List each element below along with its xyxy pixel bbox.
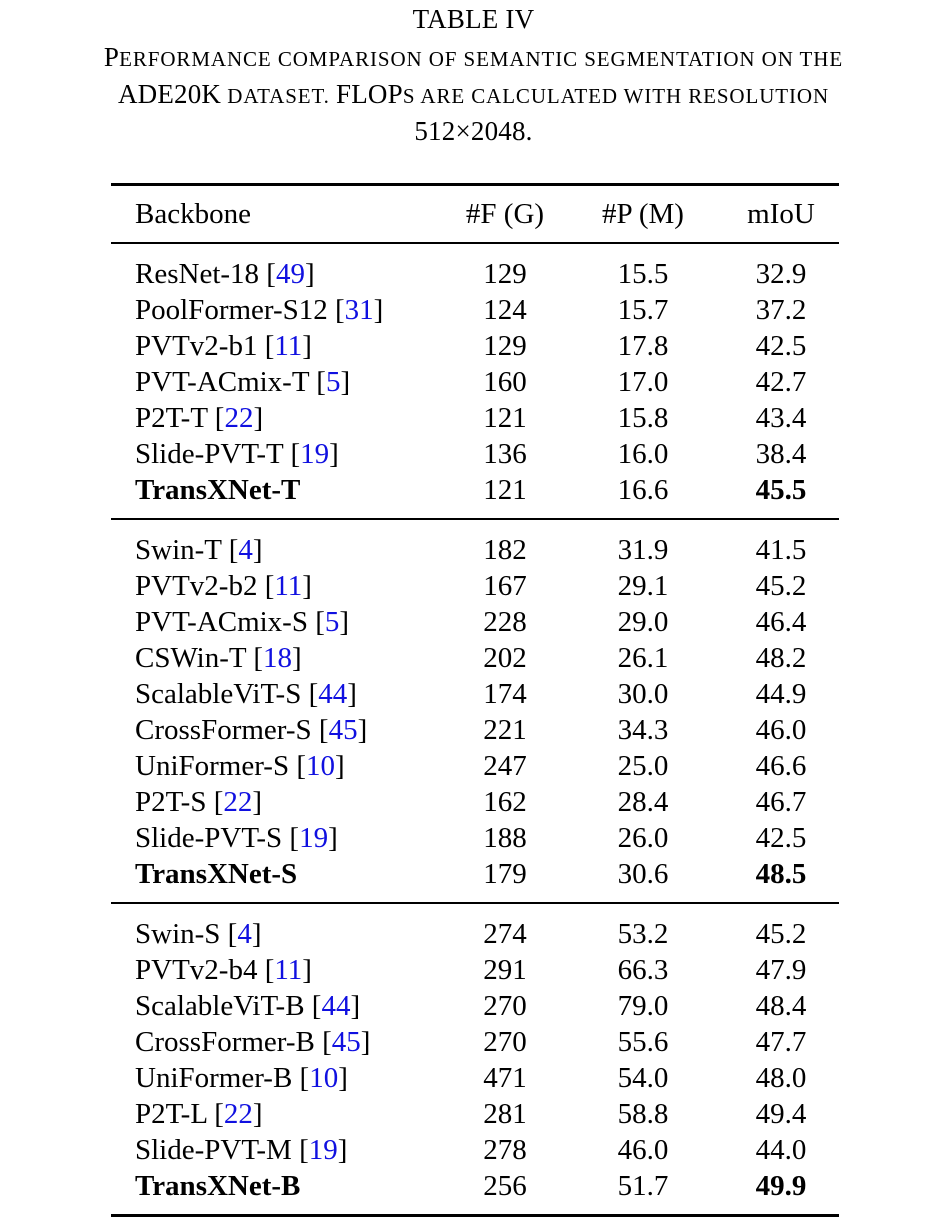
backbone-name: Slide-PVT-S [ [135, 822, 300, 854]
flops-cell: 179 [483, 858, 527, 890]
table-row [111, 784, 839, 820]
backbone-name: TransXNet-S [135, 858, 298, 890]
citation-bracket: ] [329, 438, 339, 470]
miou-cell: 45.2 [755, 570, 807, 602]
backbone-name: Slide-PVT-M [ [135, 1134, 309, 1166]
caption-smallcaps-text: S ARE CALCULATED WITH RESOLUTION [402, 84, 830, 108]
table-row [111, 1024, 839, 1060]
miou-cell: 45.5 [755, 474, 807, 506]
citation-link[interactable]: 10 [305, 750, 335, 782]
params-cell: 58.8 [617, 1098, 669, 1130]
caption-smallcaps-text: DATASET. [221, 84, 336, 108]
citation-bracket: ] [350, 990, 361, 1022]
backbone-cell [111, 328, 447, 364]
citation-bracket: ] [360, 1026, 371, 1058]
citation-bracket: ] [334, 750, 345, 782]
table-row [111, 1132, 839, 1168]
params-cell: 53.2 [617, 918, 669, 950]
table-row [111, 640, 839, 676]
caption-dataset-name: ADE20K [117, 79, 222, 109]
backbone-cell [111, 532, 447, 568]
citation-bracket: ] [302, 330, 312, 362]
citation-link[interactable]: 31 [344, 294, 374, 326]
miou-cell: 41.5 [755, 534, 807, 566]
params-cell: 25.0 [617, 750, 669, 782]
backbone-name: P2T-T [ [135, 402, 225, 434]
citation-link[interactable]: 45 [328, 714, 358, 746]
flops-cell: 121 [483, 402, 527, 434]
citation-bracket: ] [338, 1062, 348, 1094]
table-row [111, 472, 839, 508]
flops-cell: 121 [483, 474, 527, 506]
backbone-name: P2T-S [ [135, 786, 224, 818]
table-row [111, 292, 839, 328]
flops-cell: 202 [483, 642, 527, 674]
backbone-cell [111, 1168, 447, 1204]
caption-line-2 [0, 42, 947, 74]
backbone-cell [111, 856, 447, 892]
backbone-name: ScalableViT-B [ [135, 990, 322, 1022]
table-row [111, 256, 839, 292]
backbone-name: CrossFormer-B [ [135, 1026, 332, 1058]
citation-link[interactable]: 11 [274, 954, 303, 986]
backbone-cell [111, 1132, 447, 1168]
miou-cell: 45.2 [755, 918, 807, 950]
backbone-name: ResNet-18 [ [135, 258, 276, 290]
flops-cell: 129 [483, 258, 527, 290]
table-row [111, 916, 839, 952]
miou-cell: 49.4 [755, 1098, 807, 1130]
params-cell: 31.9 [617, 534, 669, 566]
params-cell: 46.0 [617, 1134, 669, 1166]
params-cell: 29.1 [617, 570, 669, 602]
backbone-cell [111, 1024, 447, 1060]
miou-cell: 46.4 [755, 606, 807, 638]
table-label-text: TABLE IV [412, 4, 535, 34]
caption-resolution: 512×2048. [414, 116, 533, 146]
group-spacer [111, 904, 839, 916]
miou-cell: 47.7 [755, 1026, 807, 1058]
citation-bracket: ] [340, 366, 351, 398]
table-row [111, 1168, 839, 1204]
flops-cell: 124 [483, 294, 527, 326]
results-table-grid [111, 186, 839, 242]
table-row [111, 856, 839, 892]
flops-cell: 228 [483, 606, 527, 638]
citation-link[interactable]: 22 [223, 1098, 253, 1130]
table-row [111, 712, 839, 748]
miou-cell: 46.0 [755, 714, 807, 746]
backbone-name: UniFormer-B [ [135, 1062, 310, 1094]
citation-link[interactable]: 19 [299, 822, 329, 854]
miou-cell: 49.9 [755, 1170, 807, 1202]
citation-bracket: ] [292, 642, 302, 674]
backbone-name: P2T-L [ [135, 1098, 224, 1130]
miou-cell: 46.6 [755, 750, 807, 782]
flops-cell: 471 [483, 1062, 527, 1094]
miou-cell: 43.4 [755, 402, 807, 434]
miou-cell: 37.2 [755, 294, 807, 326]
backbone-name: CrossFormer-S [ [135, 714, 329, 746]
backbone-name: PVT-ACmix-T [ [135, 366, 326, 398]
flops-cell: 270 [483, 990, 527, 1022]
flops-cell: 270 [483, 1026, 527, 1058]
backbone-cell [111, 712, 447, 748]
citation-link[interactable]: 10 [309, 1062, 339, 1094]
citation-bracket: ] [252, 1098, 263, 1130]
params-cell: 16.6 [617, 474, 669, 506]
citation-bracket: ] [302, 570, 312, 602]
backbone-cell [111, 988, 447, 1024]
group-tiny [111, 244, 839, 518]
backbone-name: PVTv2-b4 [ [135, 954, 275, 986]
group-small [111, 520, 839, 902]
table-row [111, 532, 839, 568]
backbone-name: PVTv2-b2 [ [135, 570, 275, 602]
flops-cell: 160 [483, 366, 527, 398]
miou-cell: 48.5 [755, 858, 807, 890]
table-row [111, 364, 839, 400]
miou-cell: 42.5 [755, 330, 807, 362]
params-cell: 30.6 [617, 858, 669, 890]
backbone-name: UniFormer-S [ [135, 750, 306, 782]
backbone-cell [111, 820, 447, 856]
citation-bracket: ] [373, 294, 384, 326]
backbone-name: CSWin-T [ [135, 642, 263, 674]
citation-bracket: ] [328, 822, 338, 854]
citation-link[interactable]: 22 [223, 786, 253, 818]
citation-link[interactable]: 4 [238, 534, 253, 566]
citation-link[interactable]: 19 [300, 438, 330, 470]
backbone-cell [111, 256, 447, 292]
params-cell: 28.4 [617, 786, 669, 818]
citation-bracket: ] [339, 606, 350, 638]
citation-bracket: ] [337, 1134, 348, 1166]
backbone-name: TransXNet-T [135, 474, 301, 506]
table-row [111, 1096, 839, 1132]
citation-bracket: ] [252, 534, 263, 566]
table-row [111, 748, 839, 784]
table-row [111, 568, 839, 604]
caption-cap-letter: P [103, 42, 120, 72]
citation-bracket: ] [357, 714, 368, 746]
backbone-cell [111, 604, 447, 640]
miou-cell: 47.9 [755, 954, 807, 986]
table-row [111, 952, 839, 988]
caption-line-4 [0, 116, 947, 146]
group-spacer [111, 1204, 839, 1214]
flops-cell: 256 [483, 1170, 527, 1202]
backbone-cell [111, 1060, 447, 1096]
citation-link[interactable]: 44 [318, 678, 348, 710]
header-flops: #F (G) [465, 198, 545, 230]
params-cell: 30.0 [617, 678, 669, 710]
group-spacer [111, 244, 839, 256]
backbone-cell [111, 748, 447, 784]
backbone-name: PoolFormer-S12 [ [135, 294, 345, 326]
citation-link[interactable]: 11 [274, 570, 303, 602]
citation-link[interactable]: 5 [325, 366, 341, 398]
group-spacer [111, 520, 839, 532]
citation-link[interactable]: 45 [331, 1026, 361, 1058]
miou-cell: 46.7 [755, 786, 807, 818]
flops-cell: 247 [483, 750, 527, 782]
header-miou: mIoU [747, 198, 815, 230]
params-cell: 26.1 [617, 642, 669, 674]
miou-cell: 32.9 [755, 258, 807, 290]
citation-link[interactable]: 5 [324, 606, 340, 638]
backbone-cell [111, 472, 447, 508]
flops-cell: 278 [483, 1134, 527, 1166]
miou-cell: 42.7 [755, 366, 807, 398]
backbone-name: Swin-T [ [135, 534, 239, 566]
backbone-name: TransXNet-B [135, 1170, 301, 1202]
group-base [111, 904, 839, 1214]
flops-cell: 188 [483, 822, 527, 854]
miou-cell: 44.0 [755, 1134, 807, 1166]
table-row [111, 436, 839, 472]
header-params: #P (M) [602, 198, 684, 230]
table-row [111, 820, 839, 856]
flops-cell: 274 [483, 918, 527, 950]
citation-link[interactable]: 11 [274, 330, 303, 362]
miou-cell: 38.4 [755, 438, 807, 470]
params-cell: 17.0 [617, 366, 669, 398]
citation-link[interactable]: 44 [321, 990, 351, 1022]
params-cell: 16.0 [617, 438, 669, 470]
miou-cell: 48.0 [755, 1062, 807, 1094]
flops-cell: 174 [483, 678, 527, 710]
table-row [111, 400, 839, 436]
backbone-cell [111, 292, 447, 328]
flops-cell: 136 [483, 438, 527, 470]
params-cell: 15.5 [617, 258, 669, 290]
table-row [111, 988, 839, 1024]
params-cell: 17.8 [617, 330, 669, 362]
params-cell: 66.3 [617, 954, 669, 986]
params-cell: 51.7 [617, 1170, 669, 1202]
miou-cell: 48.2 [755, 642, 807, 674]
citation-link[interactable]: 19 [308, 1134, 338, 1166]
flops-cell: 129 [483, 330, 527, 362]
citation-link[interactable]: 22 [224, 402, 254, 434]
caption-line-3 [0, 79, 947, 111]
flops-cell: 162 [483, 786, 527, 818]
params-cell: 29.0 [617, 606, 669, 638]
miou-cell: 48.4 [755, 990, 807, 1022]
backbone-cell [111, 640, 447, 676]
citation-bracket: ] [302, 954, 312, 986]
params-cell: 15.7 [617, 294, 669, 326]
results-table [111, 183, 839, 1217]
citation-bracket: ] [251, 918, 262, 950]
caption-flops-word: FLOP [335, 79, 403, 109]
flops-cell: 291 [483, 954, 527, 986]
citation-link[interactable]: 4 [237, 918, 252, 950]
params-cell: 15.8 [617, 402, 669, 434]
backbone-cell [111, 1096, 447, 1132]
caption-smallcaps-text: ERFORMANCE COMPARISON OF SEMANTIC SEGMENTATION ON THE [119, 47, 844, 71]
backbone-cell [111, 364, 447, 400]
table-row [111, 676, 839, 712]
table-row [111, 1060, 839, 1096]
params-cell: 26.0 [617, 822, 669, 854]
flops-cell: 281 [483, 1098, 527, 1130]
citation-bracket: ] [347, 678, 357, 710]
header-row [111, 186, 839, 242]
group-spacer [111, 508, 839, 518]
header-backbone: Backbone [135, 198, 251, 230]
table-label [0, 4, 947, 34]
backbone-cell [111, 676, 447, 712]
backbone-cell [111, 568, 447, 604]
backbone-cell [111, 916, 447, 952]
table-row [111, 328, 839, 364]
params-cell: 34.3 [617, 714, 669, 746]
backbone-name: Swin-S [ [135, 918, 238, 950]
citation-link[interactable]: 18 [263, 642, 292, 674]
params-cell: 55.6 [617, 1026, 669, 1058]
table-row [111, 604, 839, 640]
flops-cell: 221 [483, 714, 527, 746]
backbone-cell [111, 784, 447, 820]
backbone-cell [111, 952, 447, 988]
citation-link[interactable]: 49 [275, 258, 305, 290]
flops-cell: 167 [483, 570, 527, 602]
flops-cell: 182 [483, 534, 527, 566]
miou-cell: 44.9 [755, 678, 807, 710]
citation-bracket: ] [253, 402, 264, 434]
backbone-name: ScalableViT-S [ [135, 678, 319, 710]
backbone-cell [111, 436, 447, 472]
citation-bracket: ] [304, 258, 315, 290]
params-cell: 54.0 [617, 1062, 669, 1094]
backbone-name: PVT-ACmix-S [ [135, 606, 325, 638]
backbone-name: PVTv2-b1 [ [135, 330, 275, 362]
params-cell: 79.0 [617, 990, 669, 1022]
citation-bracket: ] [252, 786, 263, 818]
backbone-name: Slide-PVT-T [ [135, 438, 301, 470]
miou-cell: 42.5 [755, 822, 807, 854]
group-spacer [111, 892, 839, 902]
backbone-cell [111, 400, 447, 436]
